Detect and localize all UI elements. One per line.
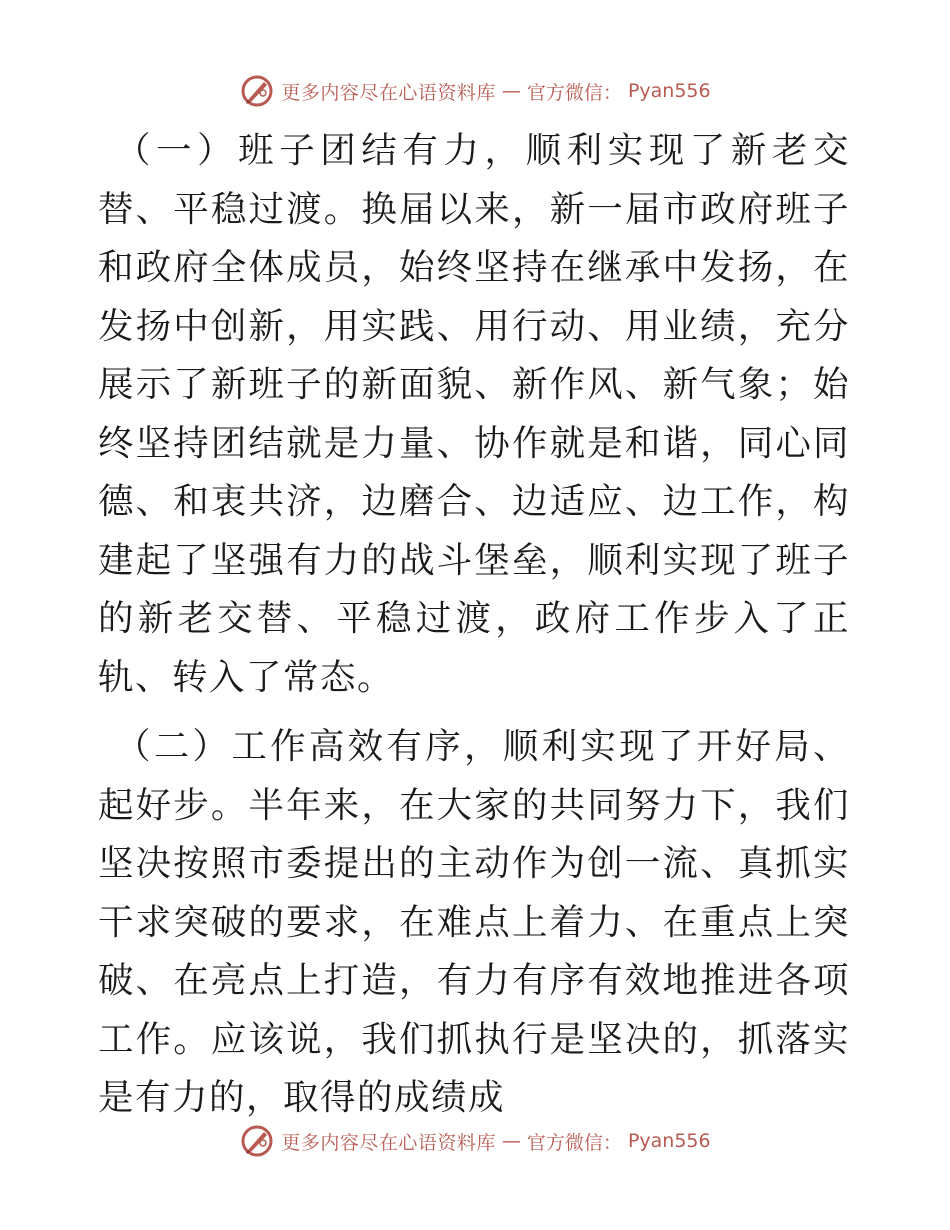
watermark-wechat-id: Pyan556 <box>627 80 711 102</box>
watermark-official-label: 官方微信： <box>526 1131 622 1154</box>
watermark-separator: — <box>501 1130 521 1152</box>
watermark-official-label: 官方微信： <box>526 81 622 104</box>
header-watermark <box>0 71 950 111</box>
paragraph-2: （二）工作高效有序，顺利实现了开好局、起好步。半年来，在大家的共同努力下，我们坚决按照市委提出的主动作为创一流、真抓实干求突破的要求，在难点上着力、在重点上突破、在亮点上打造，有力有序有效地推进各项工作。应该说，我们抓执行是坚决的，抓落实是有力的，取得的成绩成 <box>98 726 850 1118</box>
pen-logo-icon <box>239 1123 275 1159</box>
watermark-wechat-id: Pyan556 <box>627 1130 711 1152</box>
watermark-text: 更多内容尽在心语资料库 <box>281 81 496 104</box>
paragraph-1: （一）班子团结有力，顺利实现了新老交替、平稳过渡。换届以来，新一届市政府班子和政府全体成员，始终坚持在继承中发扬，在发扬中创新，用实践、用行动、用业绩，充分展示了新班子的新面貌、新作风、新气象；始终坚持团结就是力量、协作就是和谐，同心同德、和衷共济，边磨合、边适应、边工作，构建起了坚强有力的战斗堡垒，顺利实现了班子的新老交替、平稳过渡，政府工作步入了正轨、转入了常态。 <box>98 130 850 698</box>
pen-logo-icon <box>239 73 275 109</box>
watermark-text: 更多内容尽在心语资料库 <box>281 1131 496 1154</box>
footer-watermark <box>0 1121 950 1161</box>
watermark-separator: — <box>501 80 521 102</box>
document-body <box>98 122 850 1128</box>
